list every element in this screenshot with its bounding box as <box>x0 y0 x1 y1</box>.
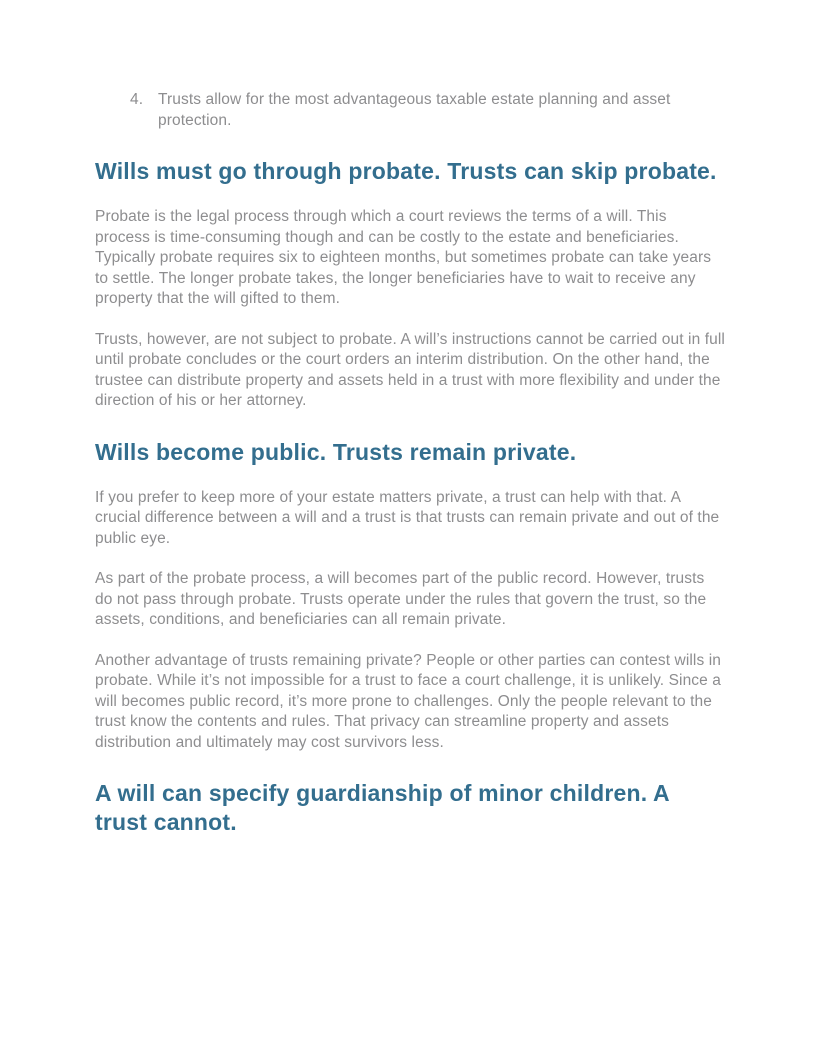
section-heading-probate: Wills must go through probate. Trusts can skip probate. <box>95 158 717 184</box>
paragraph-keep-private: If you prefer to keep more of your estate matters private, a trust can help with that. A crucial difference between a will and a trust is that trusts can remain private and out of the public eye. <box>95 488 720 547</box>
section-heading-public-private: Wills become public. Trusts remain private. <box>95 438 577 465</box>
section-heading-guardianship: A will can specify guardianship of minor children. A trust cannot. <box>95 780 669 835</box>
paragraph-public-record: As part of the probate process, a will becomes part of the public record. However, trusts do not pass through probate. Trusts operate under the rules that govern the trust, so the assets, conditions, and beneficiaries can all remain private. <box>95 570 707 628</box>
paragraph-trusts-not-subject: Trusts, however, are not subject to probate. A will’s instructions cannot be carried out in full until probate concludes or the court orders an interim distribution. On the other hand, the trustee can distribute property and assets held in a trust with more flexibility and under the direction of his or her attorney. <box>95 330 725 409</box>
paragraph-contest-wills: Another advantage of trusts remaining private? People or other parties can contest wills in probate. While it’s not impossible for a trust to face a court challenge, it is unlikely. Since a will becomes public record, it’s more prone to challenges. Only the people relevant to the trust know the contents and rules. That privacy can streamline property and assets distribution and ultimately may cost survivors less. <box>95 651 721 751</box>
ordered-list-item <box>130 90 725 131</box>
list-item-number: 4. <box>130 91 144 108</box>
list-item-text: Trusts allow for the most advantageous taxable estate planning and asset protection. <box>158 91 671 129</box>
paragraph-probate-process: Probate is the legal process through which a court reviews the terms of a will. This process is time-consuming though and can be costly to the estate and beneficiaries. Typically probate requires six to eighteen months, but sometimes probate can take years to settle. The longer probate takes, the longer beneficiaries have to wait to receive any property that the will gifted to them. <box>95 208 712 307</box>
